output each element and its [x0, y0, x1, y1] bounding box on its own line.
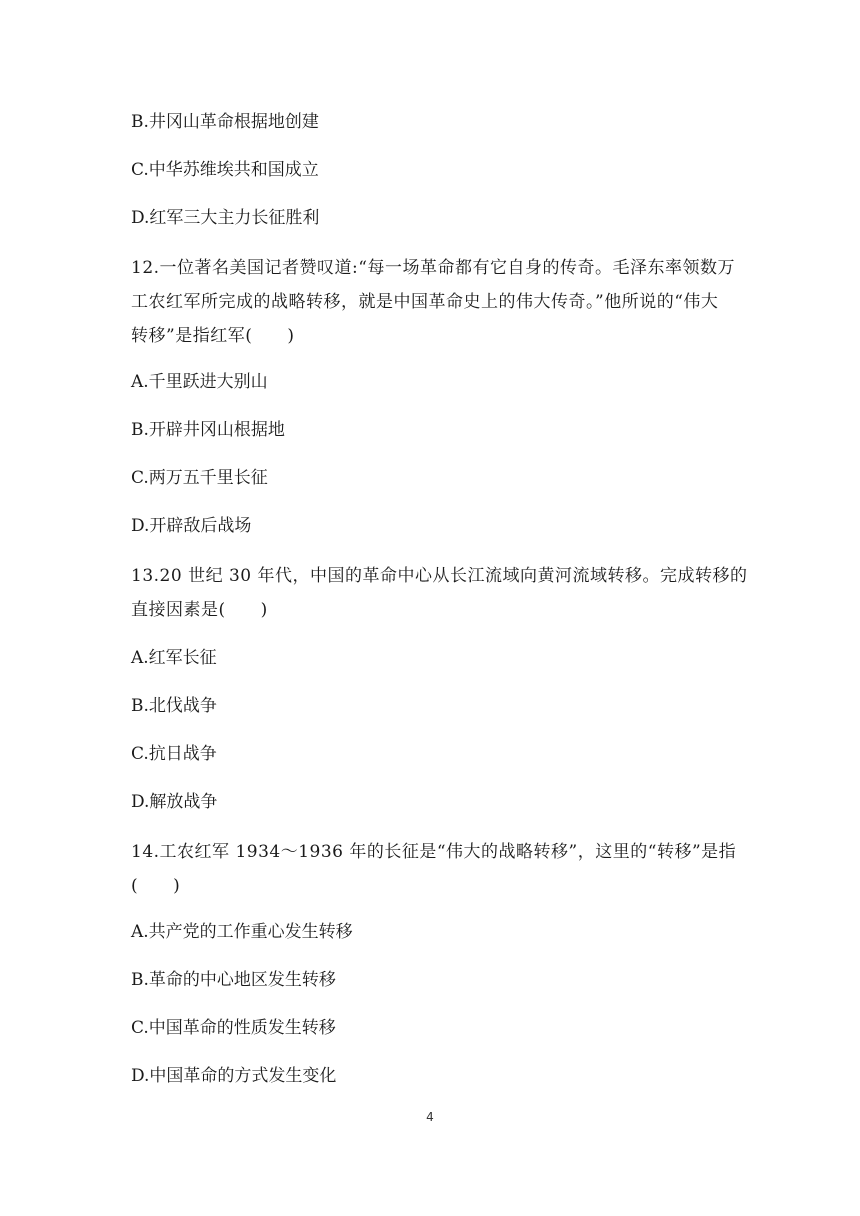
q12-stem-line: 工农红军所完成的战略转移，就是中国革命史上的伟大传奇。”他所说的“伟大: [131, 292, 719, 312]
q14-option-c: C.中国革命的性质发生转移: [131, 1018, 336, 1038]
q13-stem-line: 直接因素是( ): [131, 600, 268, 620]
q13-option-a: A.红军长征: [131, 648, 217, 668]
q11-option-d: D.红军三大主力长征胜利: [131, 208, 320, 228]
q13-stem-line: 13.20 世纪 30 年代，中国的革命中心从长江流域向黄河流域转移。完成转移的: [131, 566, 748, 586]
q13-option-c: C.抗日战争: [131, 744, 217, 764]
q12-stem-line: 转移”是指红军( ): [131, 326, 295, 346]
q12-option-a: A.千里跃进大别山: [131, 372, 268, 392]
q14-stem-line: ( ): [131, 876, 181, 896]
q13-option-b: B.北伐战争: [131, 696, 217, 716]
q12-option-c: C.两万五千里长征: [131, 468, 268, 488]
q12-option-b: B.开辟井冈山根据地: [131, 420, 285, 440]
q14-option-d: D.中国革命的方式发生变化: [131, 1066, 337, 1086]
q14-option-b: B.革命的中心地区发生转移: [131, 970, 336, 990]
q11-option-c: C.中华苏维埃共和国成立: [131, 160, 319, 180]
q14-stem-line: 14.工农红军 1934～1936 年的长征是“伟大的战略转移”，这里的“转移”是指: [131, 842, 737, 862]
q13-option-d: D.解放战争: [131, 792, 218, 812]
q11-option-b: B.井冈山革命根据地创建: [131, 112, 319, 132]
q12-option-d: D.开辟敌后战场: [131, 516, 252, 536]
page-number: 4: [426, 1110, 434, 1124]
q12-stem-line: 12.一位著名美国记者赞叹道:“每一场革命都有它自身的传奇。毛泽东率领数万: [131, 258, 735, 278]
q14-option-a: A.共产党的工作重心发生转移: [131, 922, 353, 942]
